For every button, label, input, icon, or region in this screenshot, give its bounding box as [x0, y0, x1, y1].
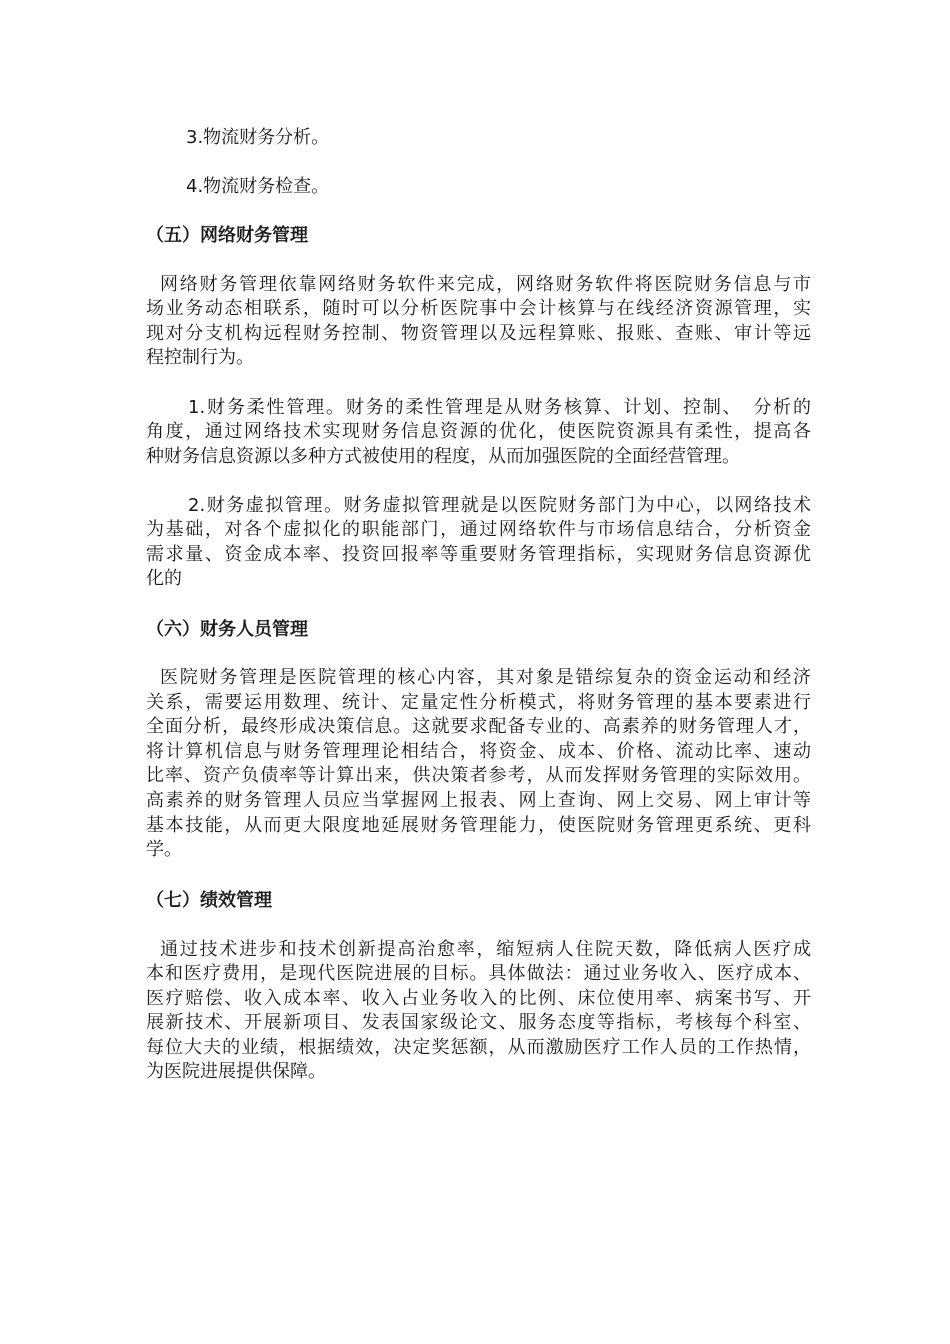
paragraph-line: 种财务信息资源以多种方式被使用的程度，从而加强医院的全面经营管理。 — [146, 446, 740, 467]
section-heading: （七）绩效管理 — [146, 890, 272, 911]
paragraph-line: 医疗赔偿、收入成本率、收入占业务收入的比例、床位使用率、病案书写、开 — [146, 988, 811, 1009]
paragraph-line: 为基础，对各个虚拟化的职能部门，通过网络软件与市场信息结合，分析资金 — [146, 519, 811, 540]
paragraph-line: 本和医疗费用，是现代医院进展的目标。具体做法：通过业务收入、医疗成本、 — [146, 963, 811, 984]
paragraph-line: 将计算机信息与财务管理理论相结合，将资金、成本、价格、流动比率、速动 — [146, 741, 811, 762]
section-heading: （六）财务人员管理 — [146, 619, 308, 640]
paragraph-line: 程控制行为。 — [146, 347, 254, 368]
paragraph-line: 高素养的财务管理人员应当掌握网上报表、网上查询、网上交易、网上审计等 — [146, 790, 811, 811]
paragraph-line: 角度，通过网络技术实现财务信息资源的优化，使医院资源具有柔性，提高各 — [146, 421, 811, 442]
paragraph-line: 现对分支机构远程财务控制、物资管理以及远程算账、报账、查账、审计等远 — [146, 323, 811, 344]
paragraph-line: 通过技术进步和技术创新提高治愈率，缩短病人住院天数，降低病人医疗成 — [160, 939, 811, 960]
paragraph-line: 2.财务虚拟管理。财务虚拟管理就是以医院财务部门为中心，以网络技术 — [188, 495, 811, 516]
paragraph-line: 展新技术、开展新项目、发表国家级论文、服务态度等指标，考核每个科室、 — [146, 1012, 811, 1033]
section-heading: （五）网络财务管理 — [146, 225, 308, 246]
list-item: 4.物流财务检查。 — [186, 176, 330, 197]
paragraph-line: 每位大夫的业绩，根据绩效，决定奖惩额，从而激励医疗工作人员的工作热情， — [146, 1037, 811, 1058]
paragraph-line: 1.财务柔性管理。财务的柔性管理是从财务核算、计划、控制、 分析的 — [188, 397, 811, 418]
paragraph-line: 需求量、资金成本率、投资回报率等重要财务管理指标，实现财务信息资源优 — [146, 544, 811, 565]
paragraph-line: 全面分析，最终形成决策信息。这就要求配备专业的、高素养的财务管理人才， — [146, 716, 811, 737]
paragraph-line: 医院财务管理是医院管理的核心内容，其对象是错综复杂的资金运动和经济 — [160, 667, 811, 688]
paragraph-line: 场业务动态相联系，随时可以分析医院事中会计核算与在线经济资源管理，实 — [146, 298, 811, 319]
paragraph-line: 基本技能，从而更大限度地延展财务管理能力，使医院财务管理更系统、更科 — [146, 815, 811, 836]
list-item: 3.物流财务分析。 — [186, 127, 330, 148]
paragraph-line: 关系，需要运用数理、统计、定量定性分析模式，将财务管理的基本要素进行 — [146, 692, 811, 713]
paragraph-line: 学。 — [146, 839, 182, 860]
paragraph-line: 化的 — [146, 568, 182, 589]
paragraph-line: 网络财务管理依靠网络财务软件来完成，网络财务软件将医院财务信息与市 — [160, 274, 811, 295]
paragraph-line: 为医院进展提供保障。 — [146, 1061, 326, 1082]
paragraph-line: 比率、资产负债率等计算出来，供决策者参考，从而发挥财务管理的实际效用。 — [146, 765, 811, 786]
